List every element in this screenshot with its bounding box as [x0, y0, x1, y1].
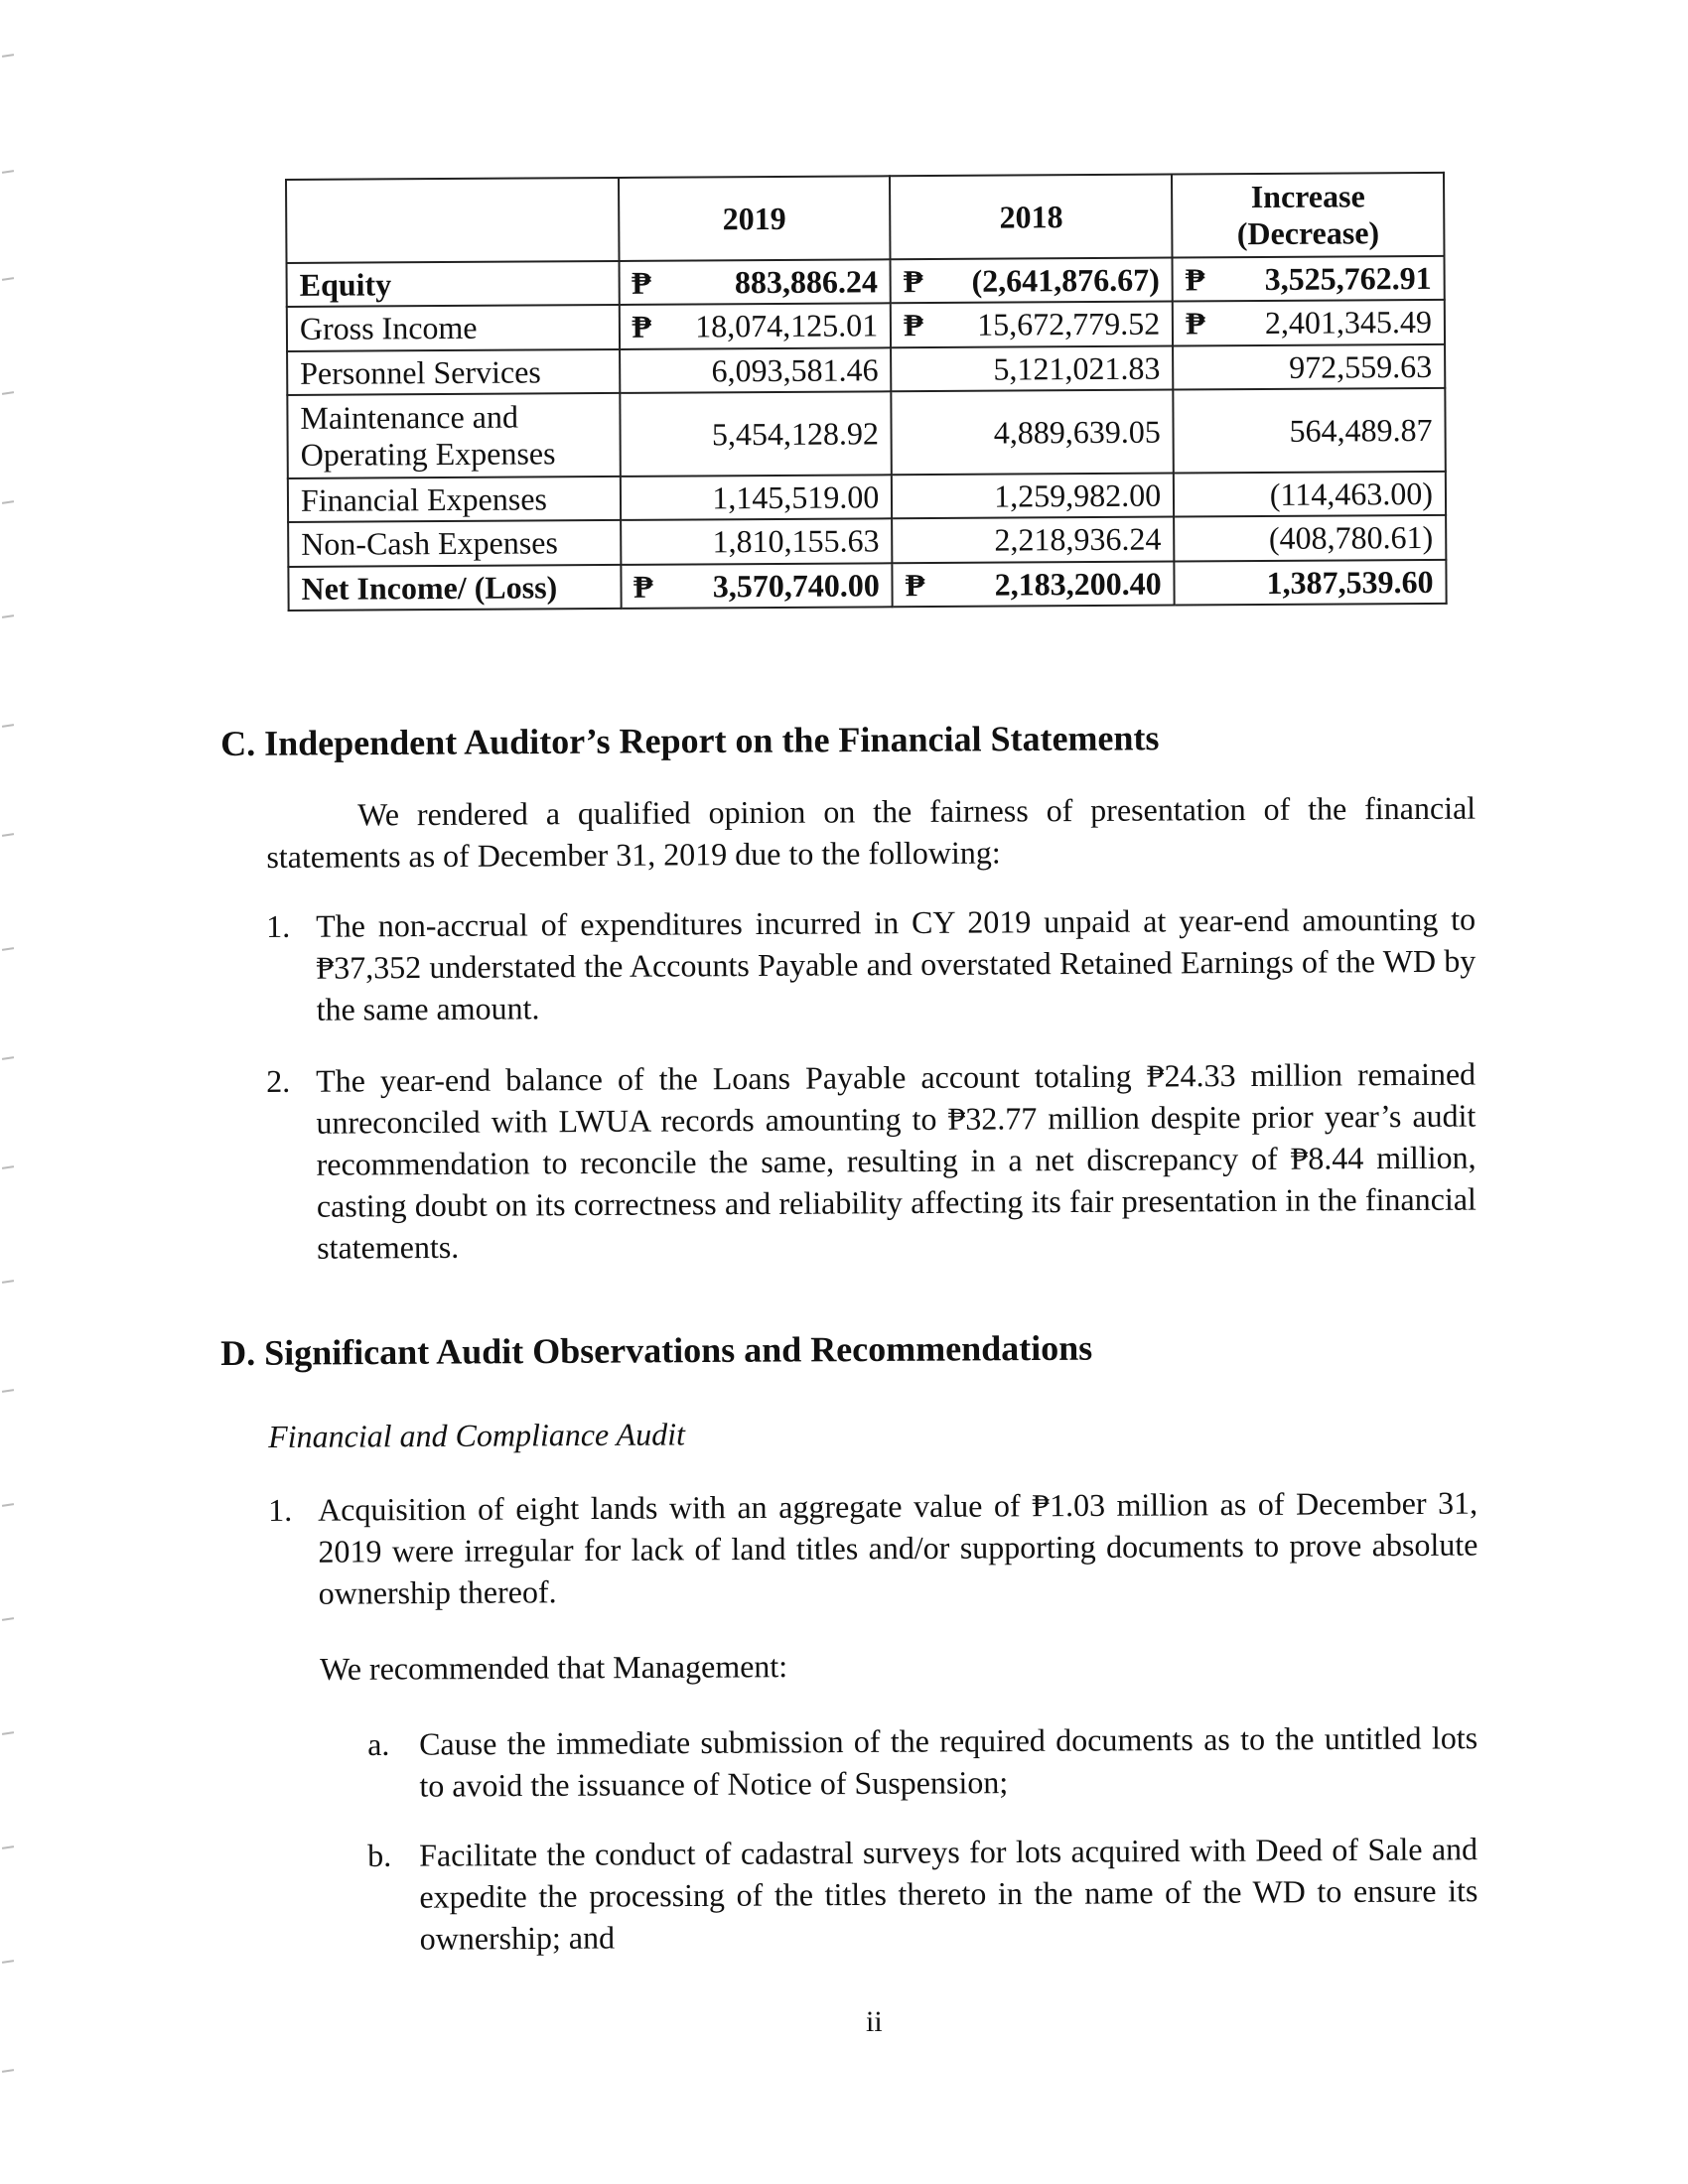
- peso-sign: ₱: [632, 308, 652, 345]
- cell-value: 972,559.63: [1289, 347, 1433, 385]
- header-2018: 2018: [890, 175, 1172, 259]
- row-label: Net Income/ (Loss): [288, 565, 621, 612]
- cell-value: 1,810,155.63: [712, 522, 880, 560]
- section-c-intro: We rendered a qualified opinion on the fairness of presentation of the financial statements as of December 31, 2019 due to the following:: [266, 789, 1477, 875]
- table-row: [287, 388, 1445, 478]
- peso-sign: ₱: [904, 307, 923, 343]
- recommend-intro: We recommended that Management:: [320, 1648, 788, 1687]
- row-label: Equity: [287, 261, 620, 308]
- cell-y2019: [620, 392, 892, 477]
- cell-value: 883,886.24: [734, 262, 879, 300]
- cell-y2019: [621, 563, 893, 609]
- section-d-heading: D. Significant Audit Observations and Recommendations: [220, 1327, 1093, 1373]
- cell-y2018: [891, 302, 1173, 347]
- recommendation-letter: a.: [367, 1725, 390, 1762]
- cell-change: [1173, 300, 1445, 345]
- cell-value: 6,093,581.46: [711, 351, 879, 389]
- recommendation-item: [367, 1828, 1478, 1960]
- cell-value: 5,454,128.92: [711, 415, 880, 453]
- cell-y2019: [621, 519, 893, 565]
- recommendation-text: Cause the immediate submission of the required documents as to the untitled lots to avoid the issuance of Notice of Suspension;: [419, 1719, 1478, 1804]
- cell-value: 18,074,125.01: [695, 307, 879, 344]
- cell-value: (408,780.61): [1268, 519, 1434, 557]
- list-item: [268, 1482, 1478, 1614]
- cell-change: [1173, 255, 1445, 301]
- cell-value: 3,570,740.00: [712, 567, 880, 605]
- peso-sign: ₱: [1186, 305, 1205, 341]
- table-row: [287, 255, 1445, 307]
- cell-y2019: [620, 347, 892, 393]
- list-number: 1.: [266, 907, 291, 944]
- cell-value: 1,145,519.00: [712, 478, 880, 516]
- list-item-text: The non-accrual of expenditures incurred in CY 2019 unpaid at year-end amounting to ₱37,352 understated the Accounts Payable and overstated Retained Earnings of the WD by the same amount.: [316, 900, 1477, 1027]
- section-d-subheading: Financial and Compliance Audit: [268, 1416, 686, 1454]
- cell-value: 1,259,982.00: [994, 477, 1162, 514]
- header-increase-decrease: Increase (Decrease): [1172, 173, 1444, 257]
- table-row: [287, 300, 1445, 351]
- peso-sign: ₱: [903, 262, 923, 299]
- peso-sign: ₱: [633, 568, 653, 605]
- cell-value: 2,218,936.24: [994, 520, 1162, 559]
- row-label: Maintenance and Operating Expenses: [287, 393, 620, 478]
- list-item: [266, 898, 1477, 1030]
- cell-y2018: [891, 257, 1173, 303]
- cell-change: [1175, 560, 1447, 606]
- peso-sign: ₱: [905, 566, 925, 604]
- cell-value: 2,401,345.49: [1264, 304, 1433, 341]
- table-row: [287, 344, 1445, 396]
- section-c-heading: C. Independent Auditor’s Report on the Financial Statements: [220, 718, 1160, 763]
- recommendation-text: Facilitate the conduct of cadastral surveys for lots acquired with Deed of Sale and expedite the processing of the titles thereto in the name of the WD to ensure its ownership; and: [419, 1831, 1478, 1957]
- table-header-row: [286, 173, 1444, 263]
- peso-sign: ₱: [1185, 260, 1205, 298]
- recommendation-item: [367, 1716, 1477, 1807]
- cell-y2018: [891, 345, 1173, 391]
- list-number: 1.: [268, 1491, 293, 1528]
- cell-y2018: [892, 517, 1174, 563]
- cell-value: 15,672,779.52: [977, 305, 1161, 342]
- cell-change: [1174, 515, 1446, 561]
- cell-value: 5,121,021.83: [993, 349, 1161, 387]
- cell-y2018: [892, 473, 1174, 518]
- cell-change: [1173, 344, 1445, 390]
- list-number: 2.: [266, 1062, 291, 1099]
- table-row: [288, 560, 1446, 612]
- cell-value: (2,641,876.67): [971, 261, 1160, 299]
- cell-y2019: [620, 475, 892, 520]
- cell-value: 564,489.87: [1289, 411, 1433, 449]
- cell-y2018: [893, 561, 1175, 607]
- page-number: ii: [866, 2005, 883, 2038]
- table-row: [288, 515, 1446, 567]
- financial-summary-table: [285, 172, 1448, 613]
- list-item: [266, 1053, 1477, 1269]
- table-row: [288, 472, 1446, 523]
- cell-y2018: [892, 390, 1174, 475]
- header-2019: 2019: [619, 176, 891, 260]
- cell-y2019: [619, 303, 891, 348]
- row-label: Financial Expenses: [288, 477, 621, 523]
- peso-sign: ₱: [632, 264, 651, 301]
- cell-change: [1174, 472, 1446, 517]
- cell-value: 2,183,200.40: [994, 565, 1162, 603]
- cell-value: 1,387,539.60: [1266, 563, 1434, 601]
- row-label: Personnel Services: [287, 349, 620, 396]
- cell-value: (114,463.00): [1269, 475, 1434, 512]
- row-label: Non-Cash Expenses: [288, 520, 621, 567]
- header-label: [286, 178, 619, 263]
- list-item-text: Acquisition of eight lands with an aggregate value of ₱1.03 million as of December 31, 2019 were irregular for lack of land titles and/or supporting documents to prove absolute ownership thereof.: [318, 1484, 1478, 1611]
- row-label: Gross Income: [287, 305, 620, 351]
- recommendation-letter: b.: [367, 1837, 392, 1873]
- cell-change: [1174, 388, 1446, 473]
- cell-value: 3,525,762.91: [1264, 259, 1432, 297]
- cell-y2019: [619, 259, 891, 305]
- cell-value: 4,889,639.05: [993, 413, 1161, 451]
- list-item-text: The year-end balance of the Loans Payable account totaling ₱24.33 million remained unreconciled with LWUA records amounting to ₱32.77 million despite prior year’s audit recommendation to reconcile the same, resulting in a net discrepancy of ₱8.44 million, casting doubt on its correctness and reliability affecting its fair presentation in the financial statements.: [316, 1055, 1477, 1266]
